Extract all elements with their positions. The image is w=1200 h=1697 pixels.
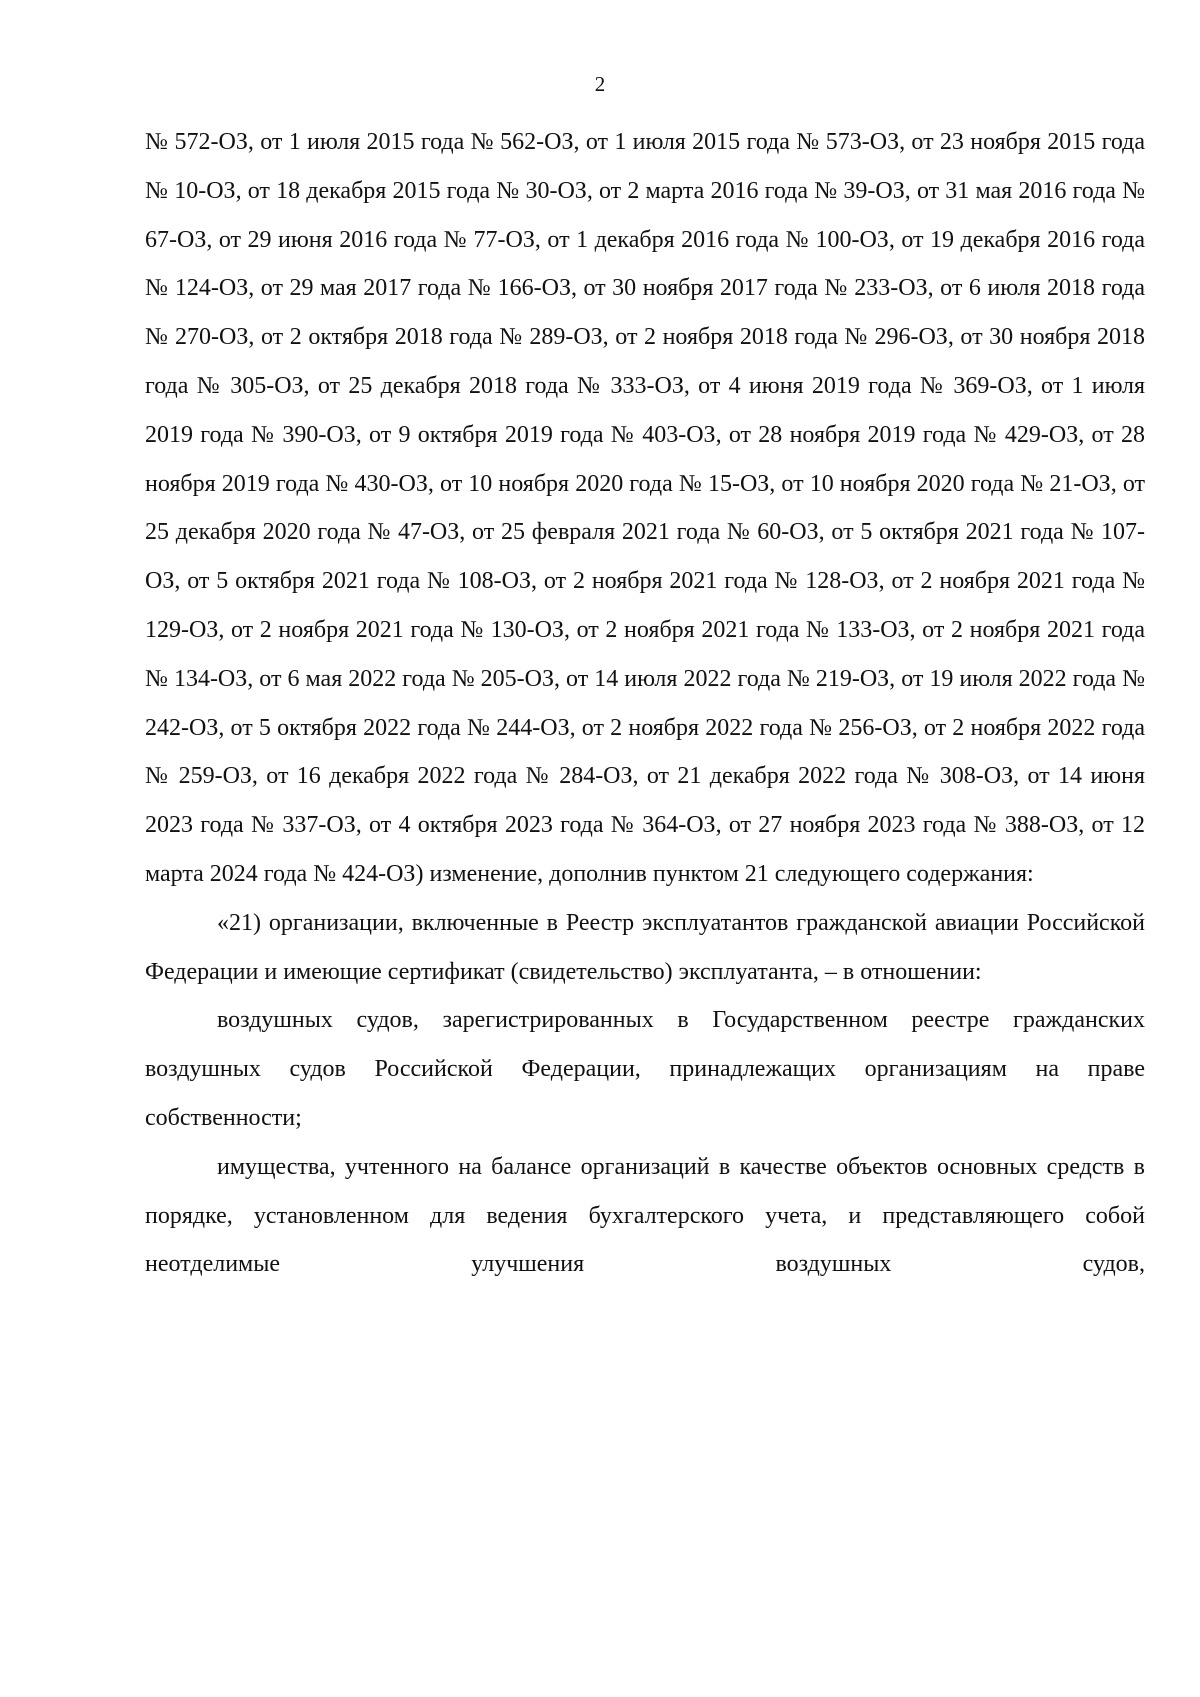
clause-21-paragraph: «21) организации, включенные в Реестр эксплуатантов гражданской авиации Российской Федерации и имеющие сертификат (свидетельство) эксплуатанта, – в отношении: (145, 909, 1145, 985)
document-body (145, 118, 1145, 1289)
amendment-references-paragraph: № 572-ОЗ, от 1 июля 2015 года № 562-ОЗ, от 1 июля 2015 года № 573-ОЗ, от 23 ноября 2015 года № 10-ОЗ, от 18 декабря 2015 года № 30-ОЗ, от 2 марта 2016 года № 39-ОЗ, от 31 мая 2016 года № 67-ОЗ, от 29 июня 2016 года № 77-ОЗ, от 1 декабря 2016 года № 100-ОЗ, от 19 декабря 2016 года № 124-ОЗ, от 29 мая 2017 года № 166-ОЗ, от 30 ноября 2017 года № 233-ОЗ, от 6 июля 2018 года № 270-ОЗ, от 2 октября 2018 года № 289-ОЗ, от 2 ноября 2018 года № 296-ОЗ, от 30 ноября 2018 года № 305-ОЗ, от 25 декабря 2018 года № 333-ОЗ, от 4 июня 2019 года № 369-ОЗ, от 1 июля 2019 года № 390-ОЗ, от 9 октября 2019 года № 403-ОЗ, от 28 ноября 2019 года № 429-ОЗ, от 28 ноября 2019 года № 430-ОЗ, от 10 ноября 2020 года № 15-ОЗ, от 10 ноября 2020 года № 21-ОЗ, от 25 декабря 2020 года № 47-ОЗ, от 25 февраля 2021 года № 60-ОЗ, от 5 октября 2021 года № 107-ОЗ, от 5 октября 2021 года № 108-ОЗ, от 2 ноября 2021 года № 128-ОЗ, от 2 ноября 2021 года № 129-ОЗ, от 2 ноября 2021 года № 130-ОЗ, от 2 ноября 2021 года № 133-ОЗ, от 2 ноября 2021 года № 134-ОЗ, от 6 мая 2022 года № 205-ОЗ, от 14 июля 2022 года № 219-ОЗ, от 19 июля 2022 года № 242-ОЗ, от 5 октября 2022 года № 244-ОЗ, от 2 ноября 2022 года № 256-ОЗ, от 2 ноября 2022 года № 259-ОЗ, от 16 декабря 2022 года № 284-ОЗ, от 21 декабря 2022 года № 308-ОЗ, от 14 июня 2023 года № 337-ОЗ, от 4 октября 2023 года № 364-ОЗ, от 27 ноября 2023 года № 388-ОЗ, от 12 марта 2024 года № 424-ОЗ) изменение, дополнив пунктом 21 следующего содержания: (145, 129, 1145, 887)
property-paragraph: имущества, учтенного на балансе организаций в качестве объектов основных средств в порядке, установленном для ведения бухгалтерского учета, и представляющего собой неотделимые улучшения воздушных судов, (145, 1153, 1145, 1278)
aircraft-paragraph: воздушных судов, зарегистрированных в Государственном реестре гражданских воздушных судов Российской Федерации, принадлежащих организациям на праве собственности; (145, 1007, 1145, 1131)
page-number: 2 (594, 72, 606, 96)
